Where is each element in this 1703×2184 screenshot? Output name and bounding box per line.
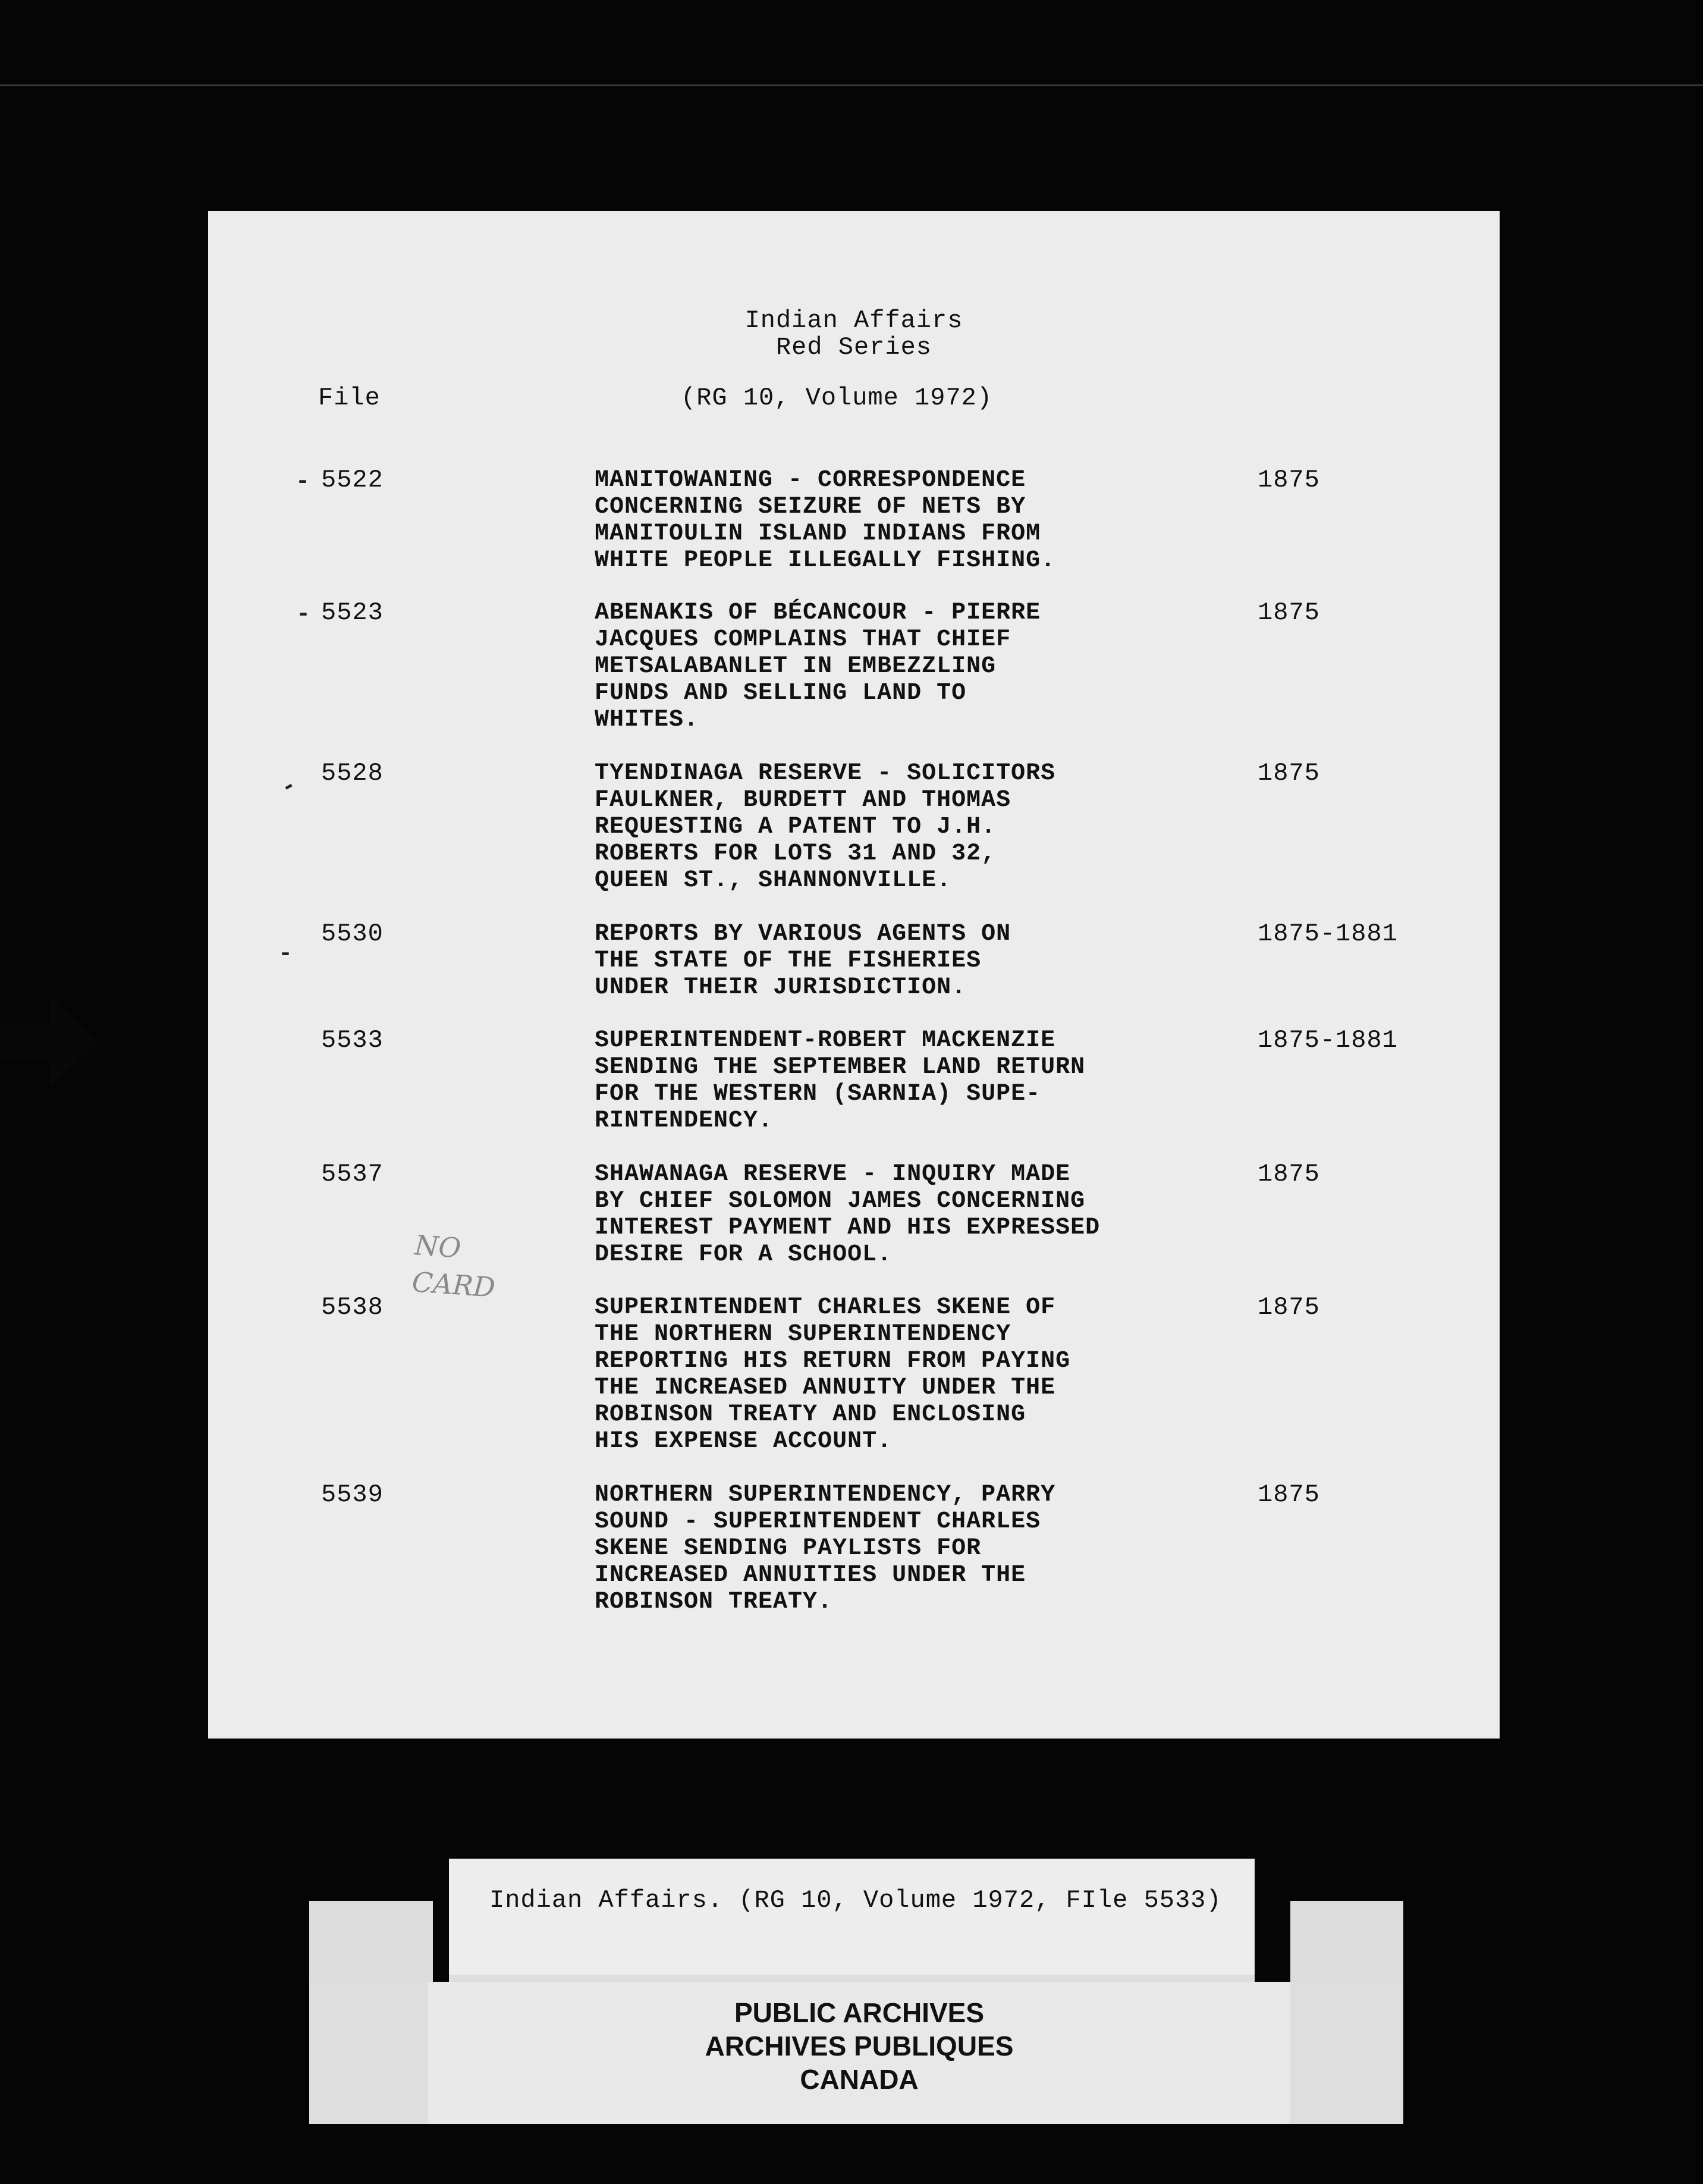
- file-description: [595, 600, 1189, 733]
- file-number: 5530: [321, 920, 384, 948]
- file-description: [595, 1027, 1189, 1134]
- archives-stamp-card: [428, 1982, 1290, 2124]
- file-description: [595, 921, 1189, 1001]
- description-line: SHAWANAGA RESERVE - INQUIRY MADE: [595, 1161, 1071, 1188]
- description-line: THE INCREASED ANNUITY UNDER THE: [595, 1375, 1056, 1401]
- description-line: BY CHIEF SOLOMON JAMES CONCERNING: [595, 1188, 1086, 1215]
- description-line: MANITOWANING - CORRESPONDENCE: [595, 467, 1026, 494]
- document-subtitle: Red Series: [775, 333, 932, 362]
- file-date: 1875-1881: [1258, 920, 1398, 948]
- description-line: INTEREST PAYMENT AND HIS EXPRESSED: [595, 1215, 1101, 1241]
- description-line: RINTENDENCY.: [595, 1107, 774, 1134]
- file-number: 5539: [321, 1480, 384, 1509]
- file-date: 1875-1881: [1258, 1026, 1398, 1055]
- description-line: SENDING THE SEPTEMBER LAND RETURN: [595, 1054, 1086, 1081]
- description-line: THE STATE OF THE FISHERIES: [595, 947, 982, 974]
- file-number: 5538: [321, 1293, 384, 1322]
- handwritten-note-line: CARD: [411, 1266, 497, 1304]
- file-number: 5523: [321, 598, 384, 627]
- stamp-line: ARCHIVES PUBLIQUES: [705, 2031, 1014, 2061]
- description-line: ROBINSON TREATY.: [595, 1589, 833, 1615]
- document-page: [208, 211, 1500, 1739]
- file-description: [595, 467, 1189, 574]
- description-line: THE NORTHERN SUPERINTENDENCY: [595, 1321, 1011, 1348]
- file-date: 1875: [1258, 1480, 1320, 1509]
- description-line: ABENAKIS OF BÉCANCOUR - PIERRE: [595, 600, 1041, 626]
- margin-tick-mark: -: [296, 469, 310, 495]
- description-line: METSALABANLET IN EMBEZZLING: [595, 653, 997, 680]
- margin-tick-mark: -: [276, 772, 302, 802]
- description-line: FAULKNER, BURDETT AND THOMAS: [595, 787, 1011, 814]
- description-line: QUEEN ST., SHANNONVILLE.: [595, 867, 952, 894]
- description-line: MANITOULIN ISLAND INDIANS FROM: [595, 520, 1041, 547]
- description-line: SOUND - SUPERINTENDENT CHARLES: [595, 1508, 1041, 1535]
- file-description: [595, 1482, 1189, 1615]
- margin-tick-mark: -: [296, 601, 311, 628]
- description-line: INCREASED ANNUITIES UNDER THE: [595, 1562, 1026, 1589]
- description-line: ROBERTS FOR LOTS 31 AND 32,: [595, 840, 997, 867]
- label-holder-tab-left: [309, 1901, 433, 1982]
- file-description: [595, 760, 1189, 894]
- pointer-arrow-icon: [0, 997, 98, 1087]
- description-line: HIS EXPENSE ACCOUNT.: [595, 1428, 893, 1455]
- description-line: SKENE SENDING PAYLISTS FOR: [595, 1535, 982, 1562]
- stamp-line: CANADA: [800, 2064, 919, 2095]
- file-date: 1875: [1258, 1293, 1320, 1322]
- label-holder-gap: [433, 1901, 449, 1982]
- file-description: [595, 1161, 1189, 1268]
- file-date: 1875: [1258, 759, 1320, 787]
- file-label-strip: [449, 1859, 1255, 1975]
- archives-stamp: [428, 1996, 1290, 2096]
- stamp-line: PUBLIC ARCHIVES: [734, 1997, 984, 2028]
- description-line: TYENDINAGA RESERVE - SOLICITORS: [595, 760, 1056, 787]
- description-line: UNDER THEIR JURISDICTION.: [595, 974, 967, 1001]
- description-line: SUPERINTENDENT CHARLES SKENE OF: [595, 1294, 1056, 1321]
- description-line: REPORTING HIS RETURN FROM PAYING: [595, 1348, 1071, 1375]
- file-number: 5522: [321, 466, 384, 494]
- file-number: 5533: [321, 1026, 384, 1055]
- file-date: 1875: [1258, 1160, 1320, 1188]
- description-line: DESIRE FOR A SCHOOL.: [595, 1241, 893, 1268]
- handwritten-note: [411, 1226, 499, 1306]
- description-line: WHITE PEOPLE ILLEGALLY FISHING.: [595, 547, 1056, 574]
- description-line: CONCERNING SEIZURE OF NETS BY: [595, 494, 1026, 520]
- description-line: REQUESTING A PATENT TO J.H.: [595, 814, 997, 840]
- description-line: FUNDS AND SELLING LAND TO: [595, 680, 967, 707]
- description-line: SUPERINTENDENT-ROBERT MACKENZIE: [595, 1027, 1056, 1054]
- description-line: REPORTS BY VARIOUS AGENTS ON: [595, 921, 1011, 947]
- document-title: Indian Affairs: [744, 306, 963, 335]
- file-label-text: Indian Affairs. (RG 10, Volume 1972, FIle 5533): [489, 1886, 1222, 1915]
- margin-tick-mark: -: [278, 941, 293, 968]
- description-line: FOR THE WESTERN (SARNIA) SUPE-: [595, 1081, 1041, 1107]
- top-border-line: [0, 84, 1703, 86]
- file-number: 5528: [321, 759, 384, 787]
- file-date: 1875: [1258, 466, 1320, 494]
- file-column-label: File: [318, 384, 381, 412]
- description-line: WHITES.: [595, 707, 699, 733]
- file-date: 1875: [1258, 598, 1320, 627]
- label-holder-tab-right: [1290, 1901, 1403, 1982]
- description-line: ROBINSON TREATY AND ENCLOSING: [595, 1401, 1026, 1428]
- description-line: NORTHERN SUPERINTENDENCY, PARRY: [595, 1482, 1056, 1508]
- volume-reference: (RG 10, Volume 1972): [681, 384, 993, 412]
- handwritten-note-line: NO: [413, 1229, 462, 1264]
- label-holder-gap: [1255, 1901, 1290, 1982]
- file-description: [595, 1294, 1189, 1455]
- file-number: 5537: [321, 1160, 384, 1188]
- description-line: JACQUES COMPLAINS THAT CHIEF: [595, 626, 1011, 653]
